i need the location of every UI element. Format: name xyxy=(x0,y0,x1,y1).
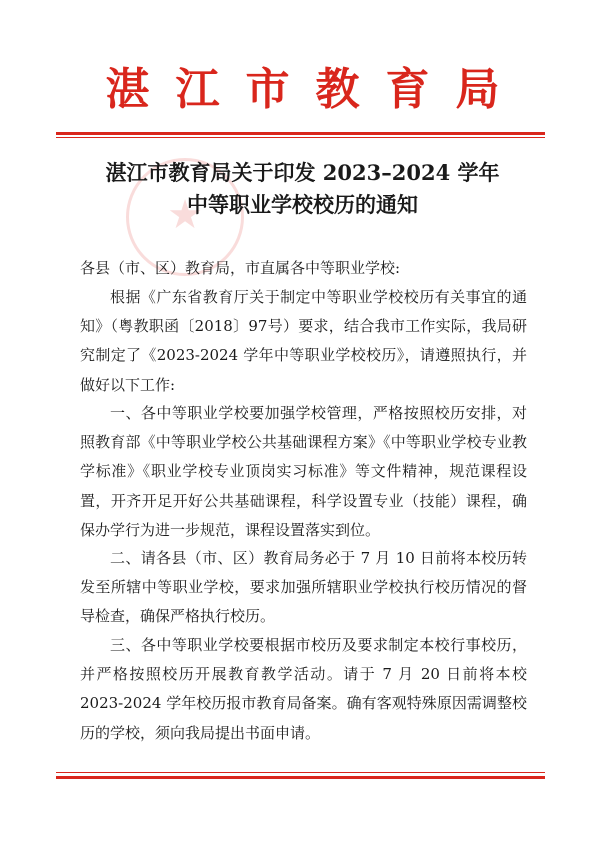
header-rule-thick xyxy=(56,132,545,135)
document-title-line2: 中等职业学校校历的通知 xyxy=(187,192,418,217)
document-title-line1: 湛江市教育局关于印发 2023–2024 学年 xyxy=(105,160,500,185)
paragraph-intro: 根据《广东省教育厅关于制定中等职业学校校历有关事宜的通知》（粤教职函〔2018〕97号）要求，结合我市工作实际，我局研究制定了《2023-2024 学年中等职业学校校历》，请遵照执行，并做好以下工作: xyxy=(80,288,527,394)
footer-rule-thin xyxy=(56,772,545,773)
header-rule-thin xyxy=(56,137,545,138)
paragraph-item-1: 一、各中等职业学校要加强学校管理，严格按照校历安排，对照教育部《中等职业学校公共基础课程方案》《中等职业学校专业教学标准》《职业学校专业顶岗实习标准》等文件精神，规范课程设置，开齐开足开好公共基础课程，科学设置专业（技能）课程，确保办学行为进一步规范，课程设置落实到位。 xyxy=(80,404,527,539)
issuer-header: 湛江市教育局 xyxy=(105,64,526,115)
paragraph-item-3: 三、各中等职业学校要根据市校历及要求制定本校行事校历，并严格按照校历开展教育教学活动。请于 7 月 20 日前将本校 2023-2024 学年校历报市教育局备案。确有客观特殊原因需调整校历的学校，须向我局提出书面申请。 xyxy=(80,636,527,742)
paragraph-item-2: 二、请各县（市、区）教育局务必于 7 月 10 日前将本校历转发至所辖中等职业学校，要求加强所辖职业学校执行校历情况的督导检查，确保严格执行校历。 xyxy=(80,549,527,626)
footer-rule-thick xyxy=(56,776,545,779)
salutation: 各县（市、区）教育局，市直属各中等职业学校: xyxy=(80,259,401,277)
seal-star-icon: ★ xyxy=(167,192,203,238)
